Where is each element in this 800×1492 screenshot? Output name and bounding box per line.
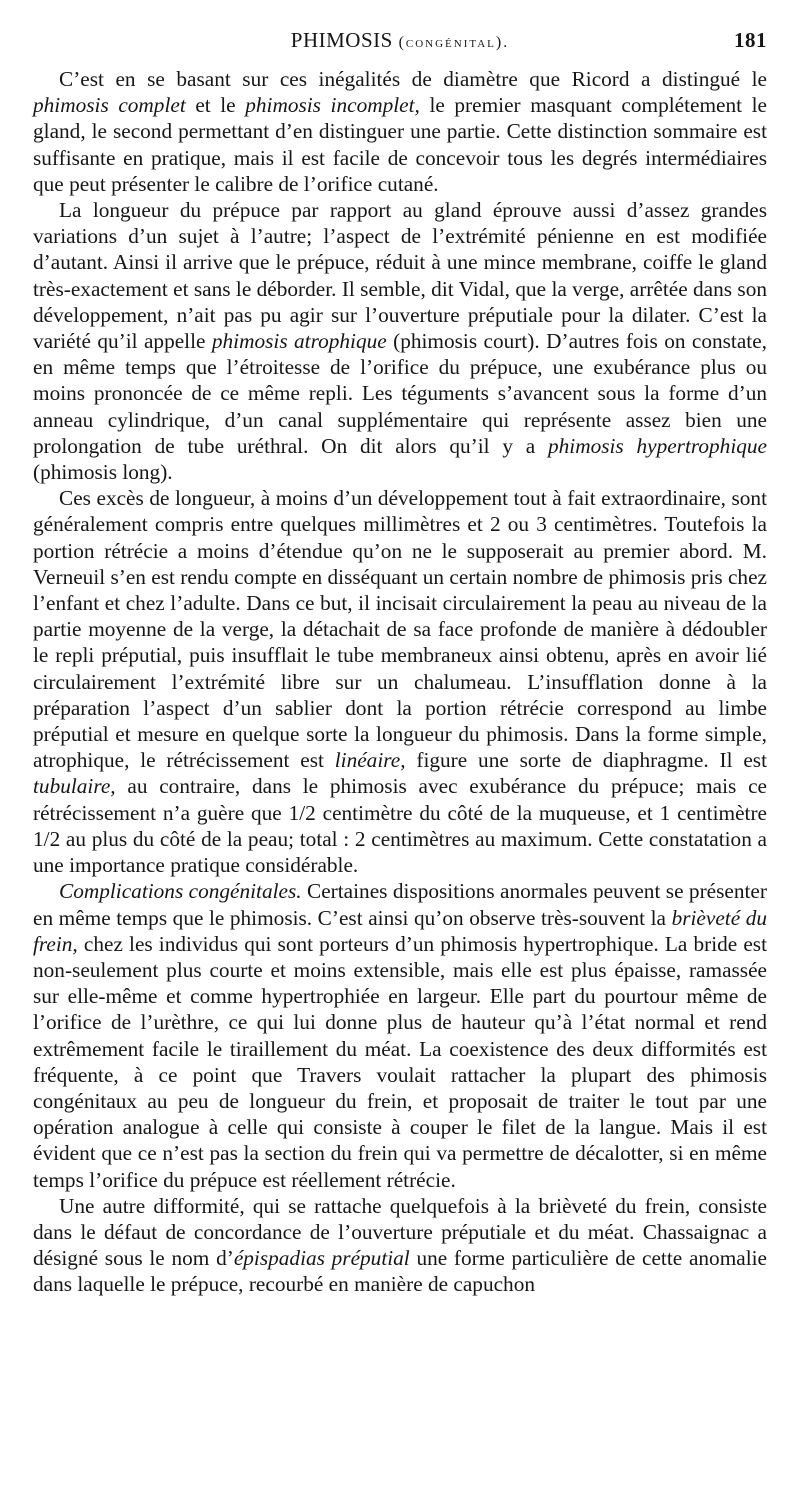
italic-text: Complications congénitales. <box>59 879 302 904</box>
text-run: figure une sorte de diaphragme. Il est <box>405 748 767 773</box>
page-number: 181 <box>734 28 767 52</box>
text-run: Ces excès de longueur, à moins d’un développement tout à fait extraordinaire, sont généralement compris entre quelques millimètres et 2 ou 3 centimètres. Toutefois la portion rétrécie a moins d’étendue qu’on ne le supposerait au premier abord. M. Verneuil s’en est rendu compte en disséquant un certain nombre de phimosis pris chez l’enfant et chez l’adulte. Dans ce but, il incisait circulairement la peau au niveau de la partie moyenne de la verge, la détachait de sa face profonde de manière à dédoubler le repli préputial, puis insufflait le tube membraneux ainsi obtenu, après en avoir lié circulairement l’extrémité libre sur un chalumeau. L’insufflation donne à la préparation l’aspect d’un sablier dont la portion rétrécie correspond au limbe préputial et mesure en quelque sorte la longueur du phimosis. Dans la forme simple, atrophique, le rétrécissement est <box>33 486 767 773</box>
text-run: au contraire, dans le phimosis avec exubérance du prépuce; mais ce rétrécissement n’a guère que 1/2 centimètre du côté de la muqueuse, et 1 centimètre 1/2 au plus du côté de la peau; total : 2 centimètres au maximum. Cette constatation a une importance pratique considérable. <box>33 774 767 878</box>
paragraph <box>33 66 767 197</box>
text-run: et le <box>185 93 246 118</box>
italic-text: tubulaire, <box>33 774 116 799</box>
document-page <box>33 28 767 1298</box>
running-title <box>33 28 767 53</box>
italic-text: phimosis incomplet, <box>245 93 420 118</box>
running-head <box>33 28 767 58</box>
italic-text: phimosis complet <box>33 93 186 118</box>
text-run: chez les individus qui sont porteurs d’un phimosis hypertrophique. La bride est non-seulement plus courte et moins extensible, mais elle est plus épaisse, ramassée sur elle-même et comme hypertrophiée en largeur. Elle part du pourtour même de l’orifice de l’urèthre, ce qui lui donne plus de hauteur qu’à l’état normal et rend extrêmement facile le tiraillement du méat. La coexistence des deux difformités est fréquente, à ce point que Travers voulait rattacher la plupart des phimosis congénitaux au peu de longueur du frein, et proposait de traiter le tout par une opération analogue à celle qui consiste à couper le filet de la langue. Mais il est évident que ce n’est pas la section du frein qui va permettre de décalotter, si en même temps l’orifice du prépuce est réellement rétrécie. <box>33 931 767 1192</box>
italic-text: brièveté du frein, <box>33 905 767 956</box>
running-title-main: PHIMOSIS <box>290 28 393 52</box>
body-text <box>33 66 767 1298</box>
text-run: (phimosis long). <box>33 460 173 485</box>
text-run: C’est en se basant sur ces inégalités de diamètre que Ricord a distingué le <box>59 67 767 91</box>
text-run: le premier masquant complétement le gland, le second permettant d’en distinguer une partie. Cette distinction sommaire est suffisante en pratique, mais il est facile de concevoir tous les degrés intermédiaires que peut présenter le calibre de l’orifice cutané. <box>33 93 767 196</box>
italic-text: phimosis hypertrophique <box>547 433 767 458</box>
text-run: une forme particulière de cette anomalie dans laquelle le prépuce, recourbé en manière de capuchon <box>33 1246 767 1297</box>
italic-text: phimosis atrophique <box>211 329 387 354</box>
paragraph <box>33 485 767 878</box>
paragraph <box>33 1193 767 1298</box>
text-run: (phimosis court). D’autres fois on constate, en même temps que l’étroitesse de l’orifice du prépuce, une exubérance plus ou moins prononcée de ce même repli. Les téguments s’avancent sous la forme d’un anneau cylindrique, d’un canal supplémentaire qui représente assez bien une prolongation de tube uréthral. On dit alors qu’il y a <box>33 329 767 458</box>
text-run: Certaines dispositions anormales peuvent se présenter en même temps que le phimosis. C’est ainsi qu’on observe très-souvent la <box>33 879 767 930</box>
paragraph <box>33 878 767 1192</box>
text-run: Une autre difformité, qui se rattache quelquefois à la brièveté du frein, consiste dans le défaut de concordance de l’ouverture préputiale et du méat. Chassaignac a désigné sous le nom d’ <box>33 1193 767 1271</box>
running-title-sub: (congénital). <box>398 34 510 51</box>
italic-text: épispadias préputial <box>233 1246 410 1271</box>
italic-text: linéaire, <box>334 748 406 773</box>
text-run: La longueur du prépuce par rapport au gland éprouve aussi d’assez grandes variations d’un sujet à l’autre; l’aspect de l’extrémité pénienne en est modifiée d’autant. Ainsi il arrive que le prépuce, réduit à une mince membrane, coiffe le gland très-exactement et sans le déborder. Il semble, dit Vidal, que la verge, arrêtée dans son développement, n’ait pas pu agir sur l’ouverture préputiale pour la dilater. C’est la variété qu’il appelle <box>33 198 767 354</box>
paragraph <box>33 197 767 485</box>
